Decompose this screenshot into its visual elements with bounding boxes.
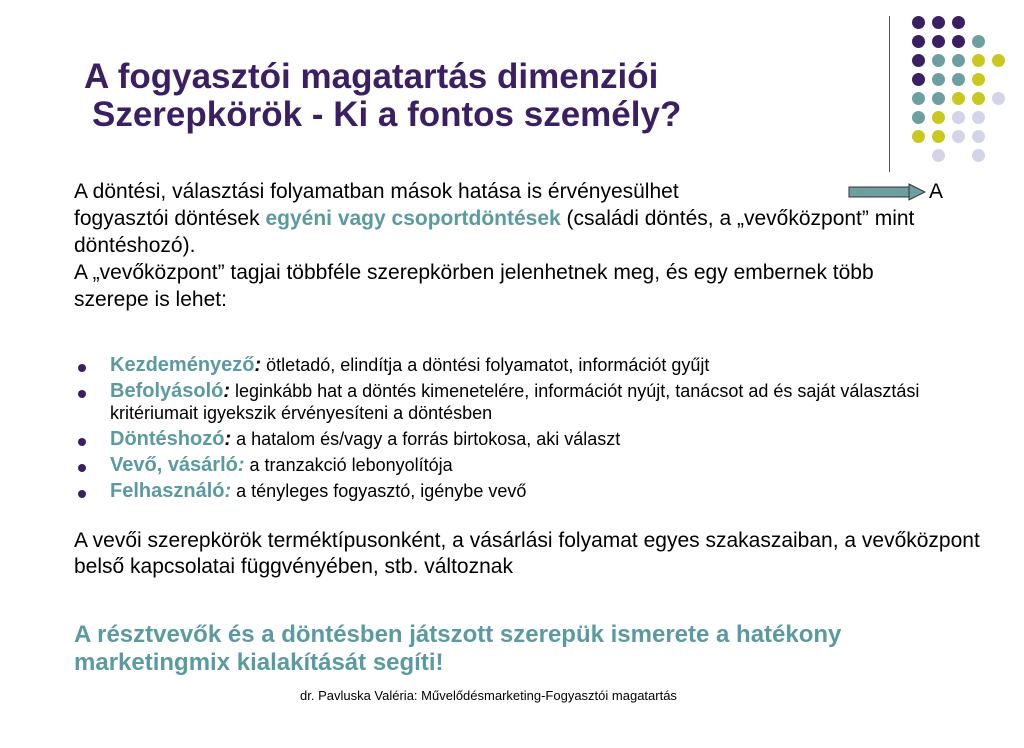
dot: [972, 54, 985, 67]
arrow-right-icon: [848, 183, 926, 201]
dot: [912, 16, 925, 29]
dot: [952, 54, 965, 67]
role-description: leginkább hat a döntés kimenetelére, információt nyújt, tanácsot ad és saját választási kritériumait igyekszik érvényesíteni a döntésben: [110, 381, 920, 423]
dot: [972, 149, 985, 162]
list-item: Kezdeményező: ötletadó, elindítja a döntési folyamatot, információt gyűjt: [74, 354, 994, 376]
title-line-2: Szerepkörök - Ki a fontos személy?: [92, 95, 682, 134]
list-item: Felhasználó: a tényleges fogyasztó, igénybe vevő: [74, 480, 994, 502]
dot: [932, 16, 945, 29]
dot: [932, 35, 945, 48]
dot: [972, 111, 985, 124]
intro-paragraph: [74, 178, 954, 313]
role-list: [74, 354, 994, 506]
role-term: Döntéshozó: [110, 428, 225, 450]
footer-credit: dr. Pavluska Valéria: Művelődésmarketing-Fogyasztói magatartás: [300, 688, 677, 703]
dot: [912, 130, 925, 143]
role-term: Befolyásoló: [110, 380, 224, 402]
dot: [932, 92, 945, 105]
para1-part1: A döntési, választási folyamatban mások hatása is érvényesülhet: [74, 180, 679, 203]
dot: [912, 111, 925, 124]
dot: [952, 130, 965, 143]
dot: [932, 149, 945, 162]
dot: [952, 111, 965, 124]
list-item: Vevő, vásárló: a tranzakció lebonyolítója: [74, 454, 994, 476]
role-description: ötletadó, elindítja a döntési folyamatot, információt gyűjt: [261, 355, 710, 375]
role-description: a hatalom és/vagy a forrás birtokosa, aki választ: [231, 429, 621, 449]
dot: [912, 54, 925, 67]
role-description: a tranzakció lebonyolítója: [244, 455, 453, 475]
dot: [972, 130, 985, 143]
dot: [932, 111, 945, 124]
para2: A „vevőközpont” tagjai többféle szerepkörben jelenhetnek meg, és egy embernek több szerepe is lehet:: [74, 261, 874, 311]
dot: [932, 130, 945, 143]
dot: [952, 16, 965, 29]
decorative-dot-grid: [0, 0, 1024, 200]
dot: [932, 73, 945, 86]
dot: [972, 35, 985, 48]
dot: [972, 92, 985, 105]
emphasis-statement: A résztvevők és a döntésben játszott szerepük ismerete a hatékony marketingmix kialakítását segíti!: [74, 621, 842, 676]
list-item: Befolyásoló: leginkább hat a döntés kimenetelére, információt nyújt, tanácsot ad és saját választási kritériumait igyekszik érvényesíteni a döntésben: [74, 380, 994, 424]
dot: [972, 73, 985, 86]
dot: [912, 35, 925, 48]
role-term: Vevő, vásárló: [110, 454, 238, 476]
dot: [992, 54, 1005, 67]
role-term: Felhasználó: [110, 480, 225, 502]
title-line-1: A fogyasztói magatartás dimenziói: [84, 57, 659, 96]
para1-part3: (családi döntés, a „vevőközpont” mint döntéshozó).: [74, 207, 915, 257]
dot: [952, 35, 965, 48]
para1-emphasis: egyéni vagy csoportdöntések: [265, 207, 561, 230]
role-term: Kezdeményező: [110, 354, 255, 376]
dot: [992, 92, 1005, 105]
closing-paragraph: A vevői szerepkörök terméktípusonként, a vásárlási folyamat egyes szakaszaiban, a vevőközpont belső kapcsolatai függvényében, stb. változnak: [74, 529, 980, 578]
para1-part2: fogyasztói döntések: [74, 207, 266, 230]
dot: [932, 54, 945, 67]
list-item: Döntéshozó: a hatalom és/vagy a forrás birtokosa, aki választ: [74, 428, 994, 450]
dot: [952, 92, 965, 105]
dot: [912, 73, 925, 86]
para1-A: A: [929, 180, 944, 203]
role-description: a tényleges fogyasztó, igénybe vevő: [231, 481, 527, 501]
dot: [952, 73, 965, 86]
dot: [912, 92, 925, 105]
